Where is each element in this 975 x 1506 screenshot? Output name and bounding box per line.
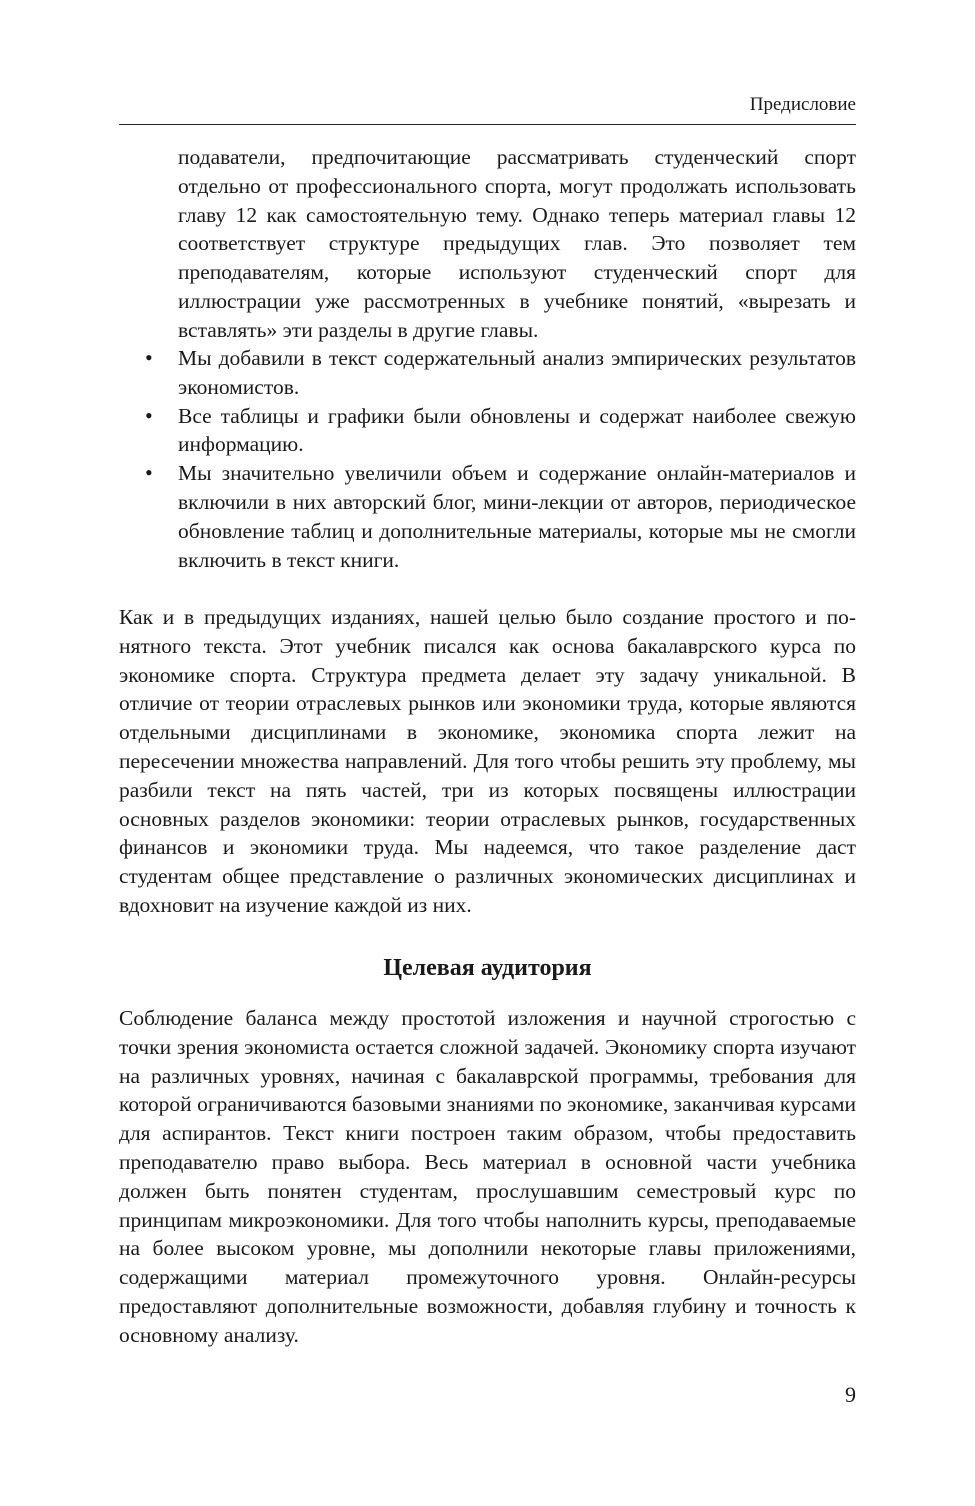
page-number: 9 bbox=[845, 1382, 856, 1407]
running-title: Предисловие bbox=[749, 94, 856, 115]
bullet-list bbox=[119, 344, 856, 574]
continued-paragraph: подаватели, предпочитающие рассматривать студенческий спорт отдельно от профессионального спорта, могут продолжать использовать главу 12 как самостоятельную тему. Однако теперь материал главы 12 соответствует структуре предыдущих глав. Это позволяет тем преподавателям, которые используют студенческий спорт для иллюстрации уже рассмотренных в учебнике понятий, «вырезать и вставлять» эти разделы в другие главы. bbox=[178, 145, 856, 342]
section-heading: Целевая аудитория bbox=[383, 955, 592, 981]
bullet-item: • Мы добавили в текст содержательный анализ эмпирических результатов экономистов. bbox=[119, 344, 856, 402]
goal-paragraph: Как и в предыдущих изданиях, нашей целью было создание простого и понятного текста. Этот учебник писался как основа бакалаврского курса по экономике спорта. Структура предмета делает эту задачу уникальной. В отличие от теории отраслевых рынков или экономики труда, которые являются отдельными дисциплинами в экономике, экономика спорта лежит на пересечении множества направлений. Для того чтобы решить эту проблему, мы разбили текст на пять частей, три из которых посвящены иллюстрации основных разделов экономики: теории отраслевых рынков, государственных финансов и экономики труда. Мы надеемся, что такое разделение даст студентам общее представление о различных экономических дисциплинах и вдохновит на изучение каждой из них. bbox=[119, 605, 856, 917]
bullet-item: • Мы значительно увеличили объем и содержание онлайн-материалов и включили в них авторский блог, мини-лекции от авторов, периодическое обновление таблиц и дополнительные материалы, которые мы не смогли включить в текст книги. bbox=[119, 459, 856, 574]
audience-paragraph: Соблюдение баланса между простотой изложения и научной строгостью с точки зрения экономиста остается сложной задачей. Экономику спорта изучают на различных уровнях, начиная с бакалаврской программы, требования для которой ограничиваются базовыми знаниями по экономике, заканчивая курсами для аспирантов. Текст книги построен таким образом, чтобы предоставить преподавателю право выбора. Весь материал в основной части учебника должен быть понятен студентам, прослушавшим семестровый курс по принципам микроэкономики. Для того чтобы наполнить курсы, преподаваемые на более высоком уровне, мы дополнили некоторые главы приложениями, содержащими материал промежуточного уровня. Онлайн-ресурсы предоставляют дополнительные возможности, добавляя глубину и точность к основному анализу. bbox=[119, 1006, 856, 1347]
running-header bbox=[119, 90, 856, 125]
bullet-item: • Все таблицы и графики были обновлены и содержат наиболее свежую информацию. bbox=[119, 402, 856, 460]
